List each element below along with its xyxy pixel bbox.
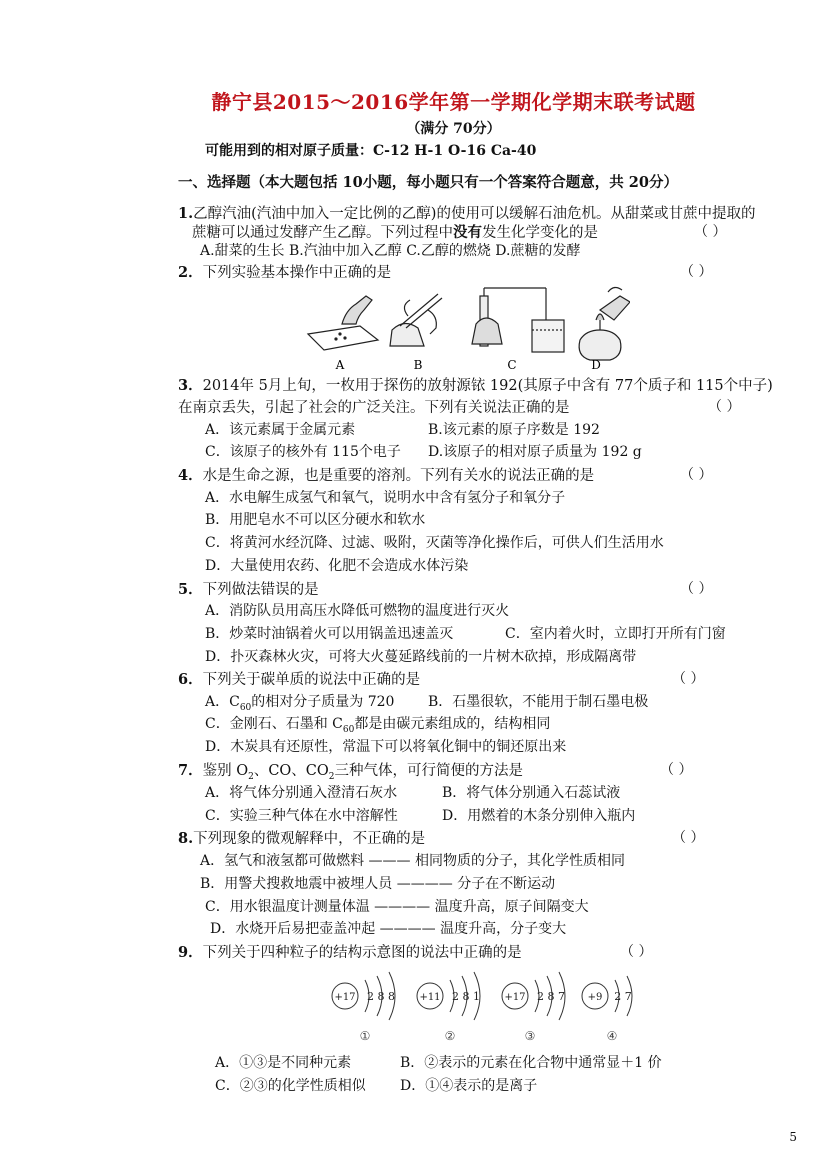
atom-2-label: ② bbox=[444, 1029, 456, 1043]
question-8-option-a: A．氢气和液氢都可做燃料 ——— 相同物质的分子，其化学性质相同 bbox=[200, 853, 626, 869]
figure-label-b: B bbox=[413, 358, 423, 371]
question-7-option-b: B．将气体分别通入石蕊试液 bbox=[442, 785, 621, 801]
question-3-option-d: D.该原子的相对原子质量为 192 g bbox=[428, 444, 642, 460]
figure-label-d: D bbox=[591, 358, 601, 371]
exam-title: 静宁县2015～2016学年第一学期化学期末联考试题 bbox=[211, 90, 696, 114]
question-5-answer-blank: （ ） bbox=[680, 581, 713, 597]
question-3-line2: 在南京丢失，引起了社会的广泛关注。下列有关说法正确的是 bbox=[178, 400, 570, 416]
question-7-stem: 7．鉴别 $O_2$、CO、$CO_2$三种气体，可行简便的方法是 bbox=[178, 762, 524, 782]
question-1-line1: 1.乙醇汽油(汽油中加入一定比例的乙醇)的使用可以缓解石油危机。从甜菜或甘蔗中提取的 bbox=[178, 205, 756, 222]
figure-label-c: C bbox=[507, 358, 517, 371]
atom-3-nucleus: +17 bbox=[504, 992, 526, 1003]
question-9-option-d: D．①④表示的是离子 bbox=[400, 1078, 538, 1094]
question-7-option-d: D．用燃着的木条分别伸入瓶内 bbox=[442, 808, 636, 824]
question-2-answer-blank: （ ） bbox=[680, 264, 713, 280]
question-3-option-b: B.该元素的原子序数是 192 bbox=[428, 422, 600, 438]
question-8-option-d: D．水烧开后易把壶盖冲起 ———— 温度升高，分子变大 bbox=[210, 921, 567, 937]
atom-structure-diagrams bbox=[325, 960, 645, 1045]
question-4-option-a: A．水电解生成氢气和氧气，说明水中含有氢分子和氧分子 bbox=[205, 490, 566, 506]
question-6-stem: 6．下列关于碳单质的说法中正确的是 bbox=[178, 671, 421, 688]
atom-1-nucleus: +17 bbox=[334, 992, 356, 1003]
atom-diagram-1 bbox=[332, 972, 395, 1043]
question-9-answer-blank: （ ） bbox=[620, 944, 653, 960]
figure-a-weighing bbox=[308, 296, 378, 350]
atom-1-shells: 2 8 8 bbox=[367, 990, 395, 1003]
question-4-option-d: D．大量使用农药、化肥不会造成水体污染 bbox=[205, 558, 469, 574]
atom-1-label: ① bbox=[359, 1029, 371, 1043]
atom-diagram-4 bbox=[582, 976, 632, 1043]
question-1-options: A.甜菜的生长 B.汽油中加入乙醇 C.乙醇的燃烧 D.蔗糖的发酵 bbox=[200, 243, 581, 259]
question-4-option-c: C．将黄河水经沉降、过滤、吸附，灭菌等净化操作后，可供人们生活用水 bbox=[205, 535, 664, 551]
question-3-option-a: A．该元素属于金属元素 bbox=[205, 422, 356, 438]
question-4-stem: 4．水是生命之源，也是重要的溶剂。下列有关水的说法正确的是 bbox=[178, 467, 595, 484]
question-3-answer-blank: （ ） bbox=[708, 399, 741, 415]
question-5-option-d: D．扑灭森林火灾，可将大火蔓延路线前的一片树木砍掉，形成隔离带 bbox=[205, 649, 637, 665]
atom-2-shells: 2 8 1 bbox=[452, 990, 480, 1003]
figure-b-heating bbox=[390, 294, 442, 346]
question-8-option-c: C．用水银温度计测量体温 ———— 温度升高，原子间隔变大 bbox=[205, 899, 589, 915]
question-3-line1: 3．2014年 5月上旬，一枚用于探伤的放射源铱 192(其原子中含有 77个质子和 115个中子) bbox=[178, 377, 773, 394]
question-8-option-b: B．用警犬搜救地震中被埋人员 ———— 分子在不断运动 bbox=[200, 876, 556, 892]
question-3-option-c: C．该原子的核外有 115个电子 bbox=[205, 444, 401, 460]
question-9-option-b: B．②表示的元素在化合物中通常显＋1 价 bbox=[400, 1055, 662, 1071]
question-2-stem: 2．下列实验基本操作中正确的是 bbox=[178, 264, 392, 281]
atom-4-nucleus: +9 bbox=[587, 992, 603, 1003]
question-4-answer-blank: （ ） bbox=[680, 467, 713, 483]
atom-2-nucleus: +11 bbox=[419, 992, 441, 1003]
question-5-stem: 5．下列做法错误的是 bbox=[178, 581, 319, 598]
question-1-answer-blank: （ ） bbox=[694, 224, 727, 240]
atom-3-shells: 2 8 7 bbox=[537, 990, 565, 1003]
question-9-stem: 9．下列关于四种粒子的结构示意图的说法中正确的是 bbox=[178, 944, 522, 961]
atom-diagram-3 bbox=[502, 972, 565, 1043]
question-5-option-a: A．消防队员用高压水降低可燃物的温度进行灭火 bbox=[205, 603, 510, 619]
question-7-option-c: C．实验三种气体在水中溶解性 bbox=[205, 808, 398, 824]
question-7-option-a: A．将气体分别通入澄清石灰水 bbox=[205, 785, 398, 801]
question-9-option-c: C．②③的化学性质相似 bbox=[215, 1078, 366, 1094]
question-8-stem: 8.下列现象的微观解释中，不正确的是 bbox=[178, 830, 426, 847]
question-7-answer-blank: （ ） bbox=[660, 762, 693, 778]
question-4-option-b: B．用肥皂水不可以区分硬水和软水 bbox=[205, 512, 426, 528]
page-number: 5 bbox=[789, 1130, 797, 1144]
question-6-option-b: B．石墨很软，不能用于制石墨电极 bbox=[428, 694, 649, 710]
full-score: （满分 70分） bbox=[406, 121, 501, 137]
question-6-option-d: D．木炭具有还原性，常温下可以将氧化铜中的铜还原出来 bbox=[205, 739, 567, 755]
figure-c-gas-collection bbox=[472, 288, 564, 352]
question-2-lab-figure bbox=[300, 286, 630, 371]
atom-3-label: ③ bbox=[524, 1029, 536, 1043]
atom-diagram-2 bbox=[417, 972, 480, 1043]
question-5-option-b: B．炒菜时油锅着火可以用锅盖迅速盖灭 bbox=[205, 626, 454, 642]
question-1-line2: 蔗糖可以通过发酵产生乙醇。下列过程中没有发生化学变化的是 bbox=[192, 224, 598, 241]
question-9-option-a: A．①③是不同种元素 bbox=[215, 1055, 352, 1071]
section-heading: 一、选择题（本大题包括 10小题，每小题只有一个答案符合题意，共 20分） bbox=[178, 174, 678, 191]
question-6-option-a: A．$C_{60}$的相对分子质量为 720 bbox=[205, 694, 395, 713]
question-8-answer-blank: （ ） bbox=[672, 830, 705, 846]
atomic-masses: 可能用到的相对原子质量：C-12 H-1 O-16 Ca-40 bbox=[205, 143, 537, 159]
figure-label-a: A bbox=[335, 358, 345, 371]
atom-4-shells: 2 7 bbox=[614, 990, 632, 1003]
atom-4-label: ④ bbox=[606, 1029, 618, 1043]
question-6-option-c: C．金刚石、石墨和 $C_{60}$都是由碳元素组成的，结构相同 bbox=[205, 716, 551, 735]
figure-d-alcohol-lamp bbox=[579, 287, 630, 360]
question-5-option-c: C．室内着火时，立即打开所有门窗 bbox=[505, 626, 726, 642]
question-6-answer-blank: （ ） bbox=[672, 671, 705, 687]
